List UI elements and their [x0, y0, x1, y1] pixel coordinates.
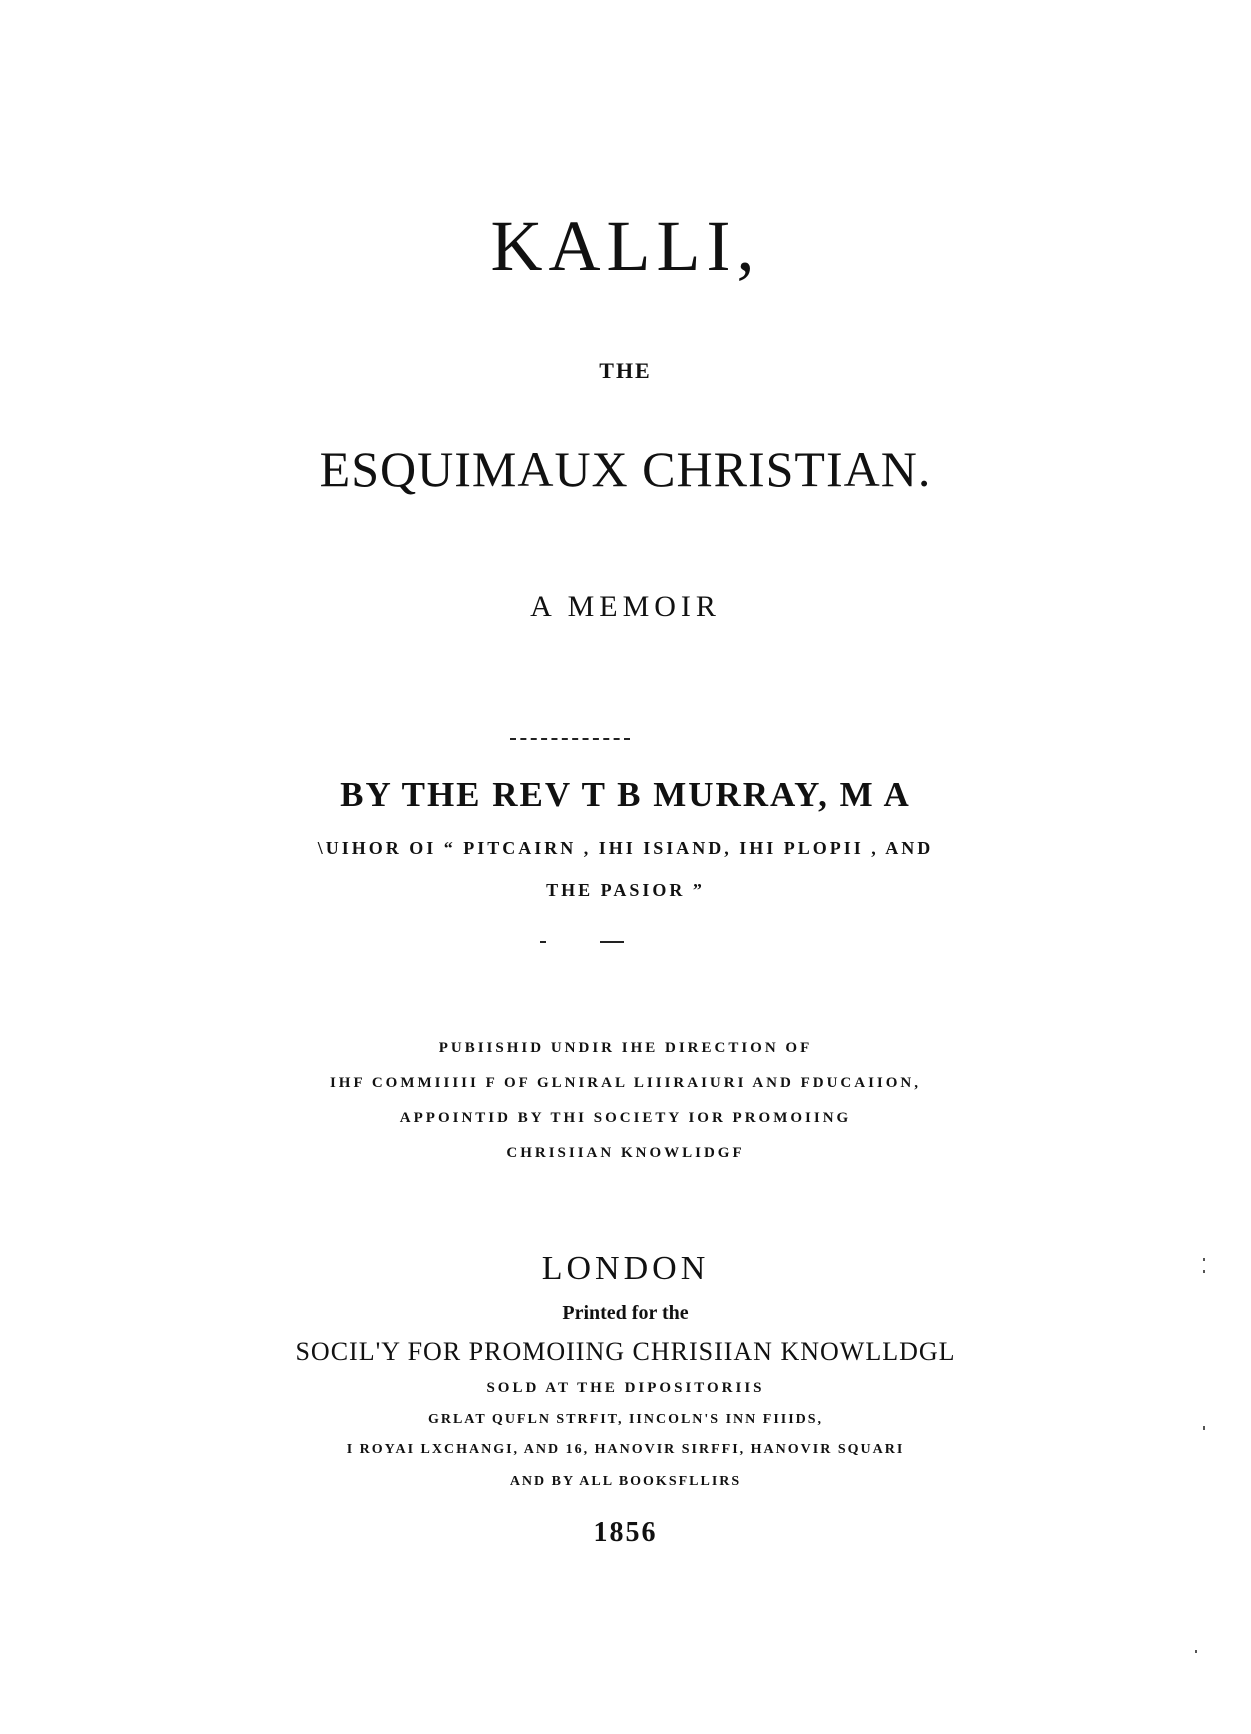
book-title: KALLI, — [490, 206, 761, 286]
publication-note-line-4: CHRISIIAN KNOWLIDGF — [506, 1145, 745, 1161]
publication-note-line-3: APPOINTID BY THI SOCIETY IOR PROMOIING — [399, 1110, 852, 1126]
author-works-line-1: \UIHOR OI “ PITCAIRN , IHI ISIAND, IHI PLOPII , AND — [317, 838, 934, 858]
separator-rule — [510, 738, 630, 740]
separator-dash-short — [540, 941, 546, 943]
genre-label: A MEMOIR — [530, 590, 721, 623]
scan-speck — [1203, 1426, 1205, 1430]
scan-speck — [1195, 1650, 1197, 1653]
imprint-printed-for: Printed for the — [562, 1302, 689, 1324]
book-subtitle: ESQUIMAUX CHRISTIAN. — [319, 441, 932, 497]
imprint-society: SOCIL'Y FOR PROMOIING CHRISIIAN KNOWLLDGL — [295, 1337, 956, 1366]
title-connector: THE — [599, 358, 652, 383]
separator-dash-long — [600, 941, 624, 943]
imprint-city: LONDON — [541, 1250, 710, 1287]
imprint-address-line-3: AND BY ALL BOOKSFLLIRS — [509, 1474, 742, 1489]
author-works-line-2: THE PASIOR ” — [546, 880, 705, 900]
publication-year: 1856 — [593, 1517, 658, 1548]
imprint-address-line-2: I ROYAI LXCHANGI, AND 16, HANOVIR SIRFFI, HANOVIR SQUARI — [346, 1442, 905, 1457]
publication-note-line-2: IHF COMMIIIII F OF GLNIRAL LIIIRAIURI AND FDUCAIION, — [329, 1075, 922, 1091]
author-line: BY THE REV T B MURRAY, M A — [340, 775, 911, 814]
scan-speck — [1203, 1270, 1205, 1273]
imprint-address-line-1: GRLAT QUFLN STRFIT, IINCOLN'S INN FIIIDS, — [427, 1412, 824, 1427]
publication-note-line-1: PUBIISHID UNDIR IHE DIRECTION OF — [438, 1040, 813, 1056]
imprint-sold-at: SOLD AT THE DIPOSITORIIS — [486, 1380, 765, 1396]
scan-speck — [1203, 1258, 1205, 1261]
